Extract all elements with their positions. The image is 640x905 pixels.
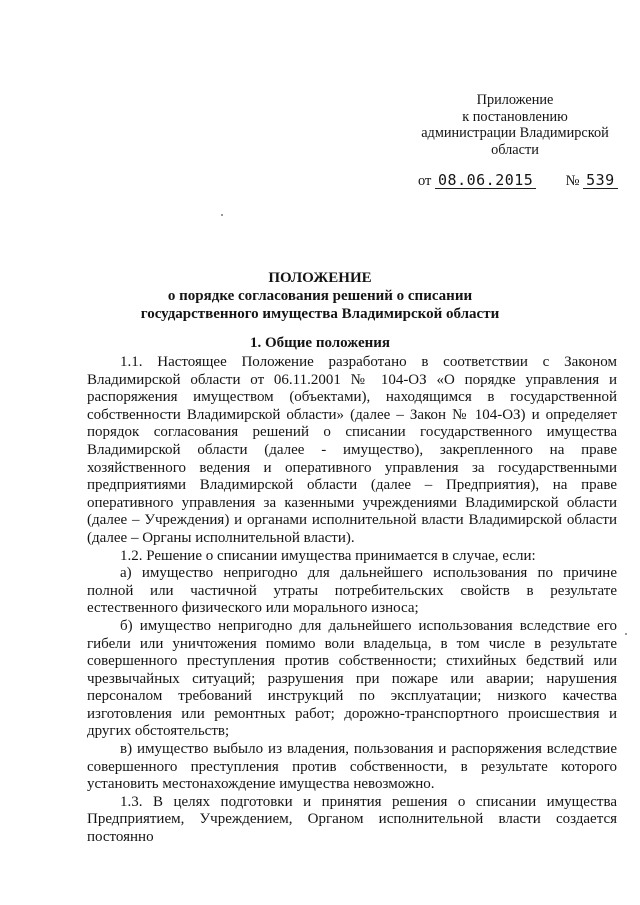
- scan-speck: [221, 214, 223, 216]
- document-body: [87, 354, 617, 847]
- paragraph-1-2-a: а) имущество непригодно для дальнейшего использования по причине полной или частичной утраты потребительских свойств в результате естественного физического или морального износа;: [87, 565, 617, 617]
- paragraph-1-3: 1.3. В целях подготовки и принятия решения о списании имущества Предприятием, Учреждением, Органом исполнительной власти создается постоянно: [87, 793, 617, 846]
- annex-line-4: области: [491, 141, 539, 158]
- annex-line-3: администрации Владимирской: [421, 125, 609, 141]
- document-subtitle-1: о порядке согласования решений о списании: [167, 288, 473, 304]
- section-heading: 1. Общие положения: [249, 335, 391, 351]
- document-title: ПОЛОЖЕНИЕ: [268, 270, 372, 286]
- paragraph-1-1: 1.1. Настоящее Положение разработано в соответствии с Законом Владимирской области от 06.11.2001 № 104-ОЗ «О порядке управления и распоряжения имуществом (объектами), находящимся в государственной собственности Владимирской области» (далее – Закон № 104-ОЗ) и определяет порядок согласования решений о списании государственного имущества Владимирской области (далее - имущество), закрепленного на праве хозяйственного ведения и оперативного управления за государственными предприятиями Владимирской области (далее – Предприятия), на праве оперативного управления за казенными учреждениями Владимирской области (далее – Учреждения) и органами исполнительной власти Владимирской области (далее – Органы исполнительной власти).: [87, 354, 617, 546]
- document-subtitle-2: государственного имущества Владимирской области: [140, 306, 500, 322]
- decree-date: 08.06.2015: [435, 172, 536, 189]
- paragraph-1-2-c: в) имущество выбыло из владения, пользования и распоряжения вследствие совершенного преступления против собственности, в результате которого установить местонахождение имущества невозможно.: [87, 741, 617, 793]
- decree-number: 539: [583, 172, 618, 189]
- number-prefix: №: [565, 173, 580, 189]
- date-prefix: от: [418, 173, 432, 189]
- scan-speck: [625, 633, 627, 635]
- annex-line-1: Приложение: [476, 92, 554, 108]
- annex-block: [400, 92, 630, 158]
- decree-reference: [418, 172, 618, 190]
- paragraph-1-2-b: б) имущество непригодно для дальнейшего использования вследствие его гибели или уничтожения помимо воли владельца, в том числе в результате совершенного преступления против собственности; стихийных бедствий или чрезвычайных ситуаций; разрушения при пожаре или аварии; нарушения персоналом требований инструкций по эксплуатации; низкого качества изготовления или ремонтных работ; дорожно-транспортного происшествия и других обстоятельств;: [87, 617, 617, 740]
- annex-line-2: к постановлению: [462, 108, 568, 125]
- paragraph-1-2: 1.2. Решение о списании имущества принимается в случае, если:: [120, 547, 536, 564]
